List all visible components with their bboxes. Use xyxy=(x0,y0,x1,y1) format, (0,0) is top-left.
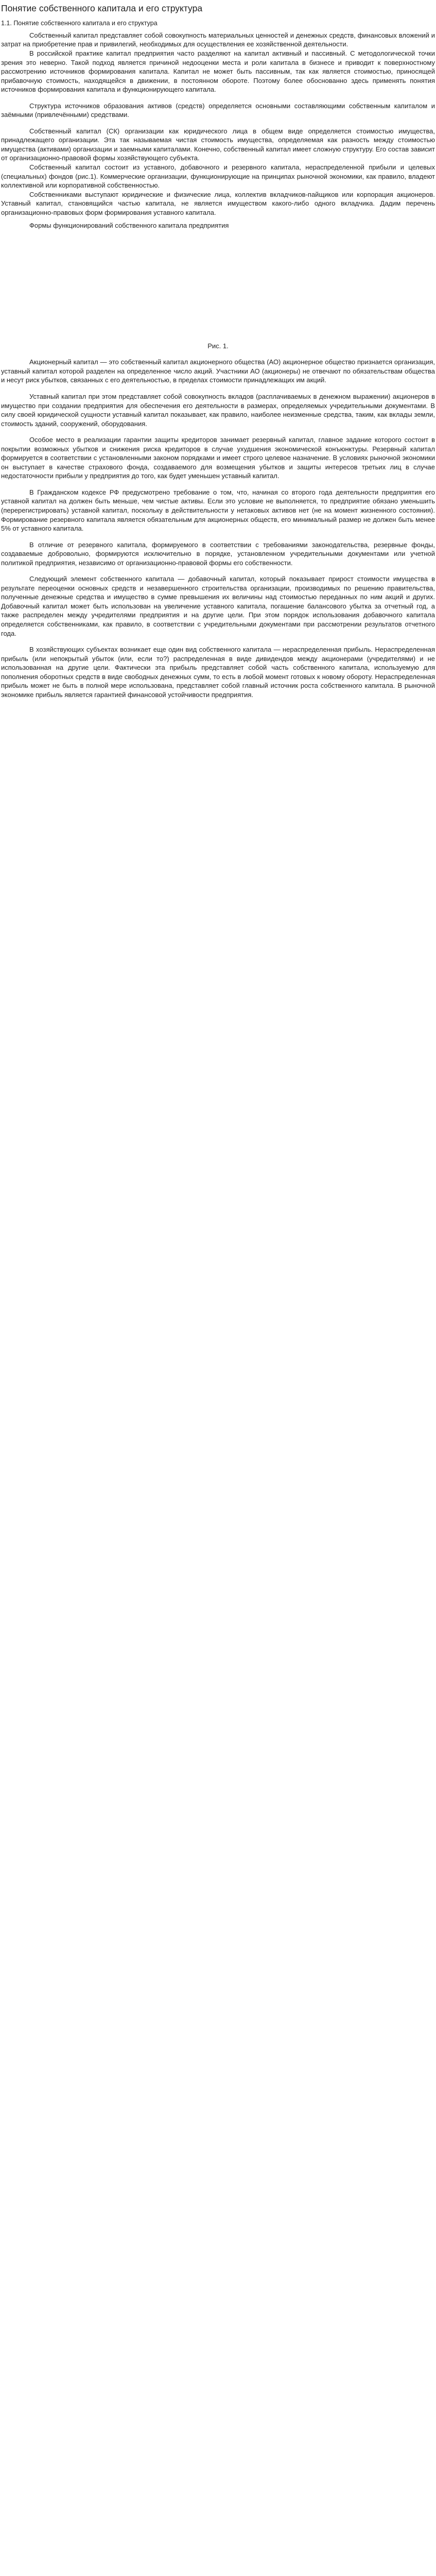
figure-label: Рис. 1. xyxy=(207,342,229,350)
paragraph: Собственный капитал состоит из уставного, добавочного и резервного капитала, нераспределенной прибыли и целевых (специальных) фондов (рис.1). Коммерческие организации, функционирующие на принципах рыночной экономики, как правило, владеют коллективной или корпоративной собственностью. xyxy=(1,163,435,190)
main-section xyxy=(1,358,435,699)
figure-heading: Формы функционирований собственного капитала предприятия xyxy=(29,222,229,230)
figure-placeholder xyxy=(1,233,435,342)
paragraph: Следующий элемент собственного капитала — добавочный капитал, который показывает прирост стоимости имущества в результате переоценки основных средств и незавершенного строительства организации, производимых по решению правительства, полученные денежные средства и имущество в сумме превышения их величины над стоимостью переданных по ним акций и других. Добавочный капитал может быть использован на увеличение уставного капитала, погашение балансового убытка за отчетный год, а также распределен между учредителями предприятия и на другие цели. При этом порядок использования добавочного капитала определяется собственниками, как правило, в соответствии с учредительными документами при рассмотрении результатов отчетного года. xyxy=(1,575,435,637)
paragraph: Собственниками выступают юридические и физические лица, коллектив вкладчиков-пайщиков или корпорация акционеров. Уставный капитал, становящийся частью капитала, не является имуществом какого-либо одного вкладчика. Дадим перечень организационно-правовых форм формирования уставного капитала. xyxy=(1,190,435,216)
paragraph: Особое место в реализации гарантии защиты кредиторов занимает резервный капитал, главное задание которого состоит в покрытии возможных убытков и снижения риска кредиторов в случае ухудшения экономической конъюнктуры. Резервный капитал формируется в соответствии с установленными законом порядками и имеет строго целевое назначение. В условиях рыночной экономики он выступает в качестве страхового фонда, создаваемого для возмещения убытков и защиты интересов третьих лиц в случае недостаточности прибыли у предприятия до того, как будет уменьшен уставный капитал. xyxy=(1,436,435,480)
paragraph: Собственный капитал (СК) организации как юридического лица в общем виде определяется стоимостью имущества, принадлежащего организации. Эта так называемая чистая стоимость имущества, определяемая как разность между стоимостью имущества (активами) организации и заемными капиталами. Конечно, собственный капитал имеет сложную структуру. Его состав зависит от организационно-правовой формы хозяйствующего субъекта. xyxy=(1,127,435,162)
intro-section xyxy=(1,31,435,217)
page-title: Понятие собственного капитала и его структура xyxy=(1,3,203,13)
paragraph: В отличие от резервного капитала, формируемого в соответствии с требованиями законодательства, резервные фонды, создаваемые добровольно, формируются исключительно в порядке, установленном учредительными документами или учетной политикой предприятия, независимо от организационно-правовой формы его собственности. xyxy=(1,540,435,567)
paragraph: В Гражданском кодексе РФ предусмотрено требование о том, что, начиная со второго года деятельности предприятия его уставной капитал на должен быть меньше, чем чистые активы. Если это условие не выполняется, то предприятие обязано уменьшить (перерегистрировать) уставной капитал, поскольку в действительности у нетаковых активов нет (не на момент жизненного состояния). Формирование резервного капитала является обязательным для акционерных обществ, его минимальный размер не должен быть менее 5% от уставного капитала. xyxy=(1,488,435,533)
paragraph: Собственный капитал представляет собой совокупность материальных ценностей и денежных средств, финансовых вложений и затрат на приобретение прав и привилегий, необходимых для осуществления ее хозяйственной деятельности. xyxy=(1,31,435,48)
paragraph: Уставный капитал при этом представляет собой совокупность вкладов (расплачиваемых в денежном выражении) акционеров в имущество при создании предприятия для обеспечения его деятельности в размерах, определяемых учредительными документами. В силу своей юридической сущности уставный капитал показывает, как правило, наиболее неизменные средства, таким, как вклады земли, стоимость зданий, сооружений, оборудования. xyxy=(1,393,435,428)
paragraph: В хозяйствующих субъектах возникает еще один вид собственного капитала — нераспределенная прибыль. Нераспределенная прибыль (или непокрытый убыток (или, если то?) распределенная в виде дивидендов между акционерами (учредителями) и не использованная на другие цели. Фактически эта прибыль представляет собой часть собственного капитала, используемую для пополнения оборотных средств в виде свободных денежных сумм, то есть в любой момент готовых к новому обороту. Нераспределенная прибыль может не быть в полной мере использована, представляет собой главный источник роста собственного капитала. В рыночной экономике прибыль является гарантией финансовой устойчивости предприятия. xyxy=(1,646,435,699)
document-page xyxy=(0,0,436,699)
paragraph: Акционерный капитал — это собственный капитал акционерного общества (АО) акционерное общество признается организация, уставный капитал которой разделен на определенное число акций. Участники АО (акционеры) не отвечают по обязательствам общества и несут риск убытков, связанных с его деятельностью, в пределах стоимости принадлежащих им акций. xyxy=(1,358,435,384)
paragraph: В российской практике капитал предприятия часто разделяют на капитал активный и пассивный. С методологической точки зрения это неверно. Такой подход является причиной недооценки места и роли капитала в бизнесе и приводит к поверхностному рассмотрению источников формирования капитала. Капитал не может быть пассивным, так как является стоимостью, приносящей прибавочную стоимость, находящейся в движении, в постоянном обороте. Поэтому более обоснованно здесь применять понятия источников формирования капитала и функционирующего капитала. xyxy=(1,49,435,94)
paragraph: Структура источников образования активов (средств) определяется основными составляющими собственным капиталом и заёмными (привлечёнными) средствами. xyxy=(1,101,435,119)
section-subtitle: 1.1. Понятие собственного капитала и его структура xyxy=(1,20,158,27)
